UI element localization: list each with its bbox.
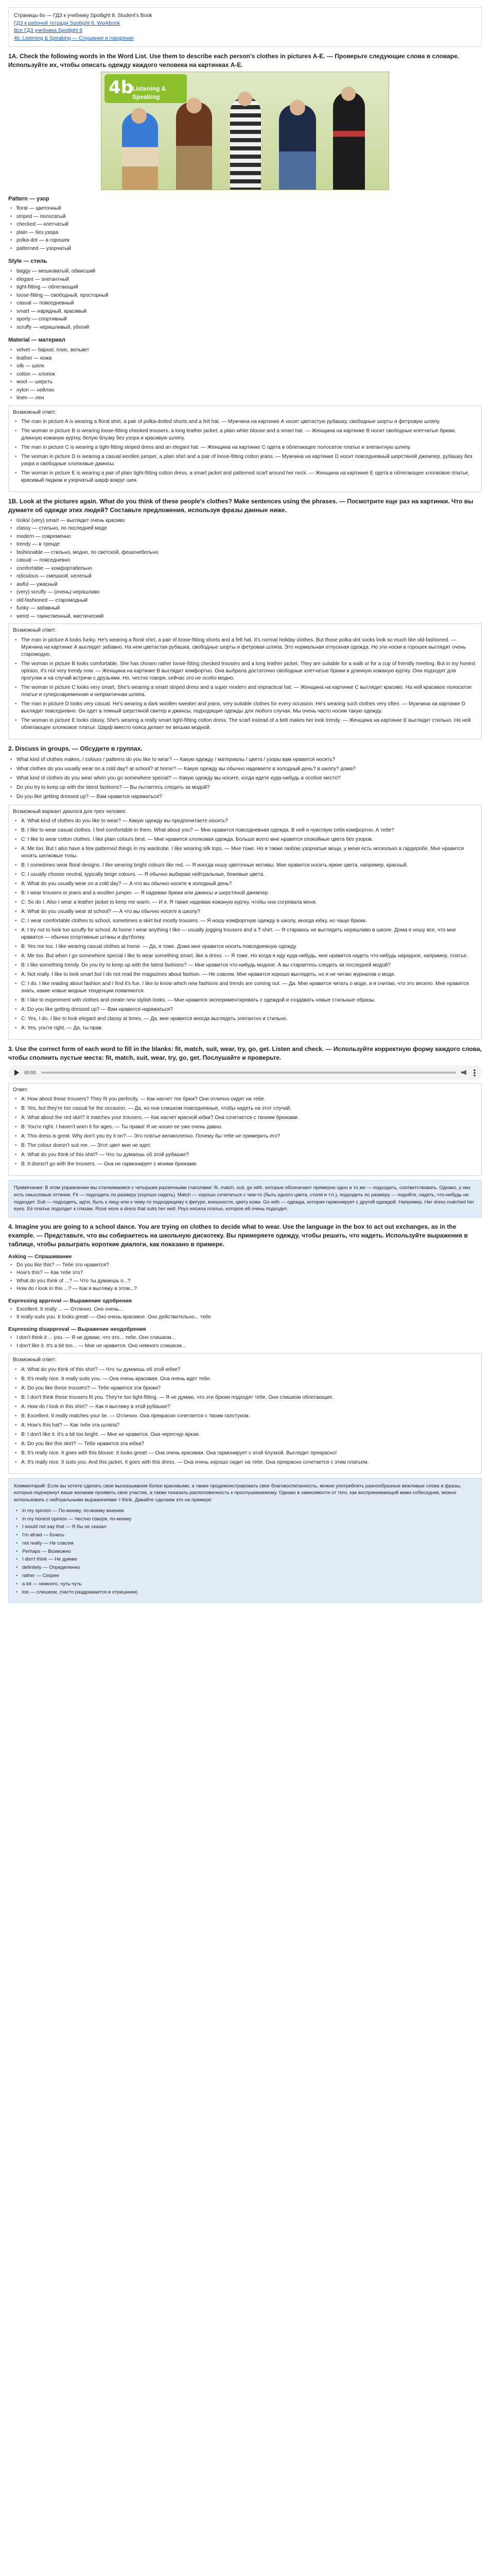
list-item: • (very) scruffy — (очень) неряшливо: [10, 588, 482, 597]
list-item: • What do you think of ...? — Что ты думаешь о...?: [10, 1277, 482, 1285]
list-item: • checked — клетчатый: [10, 221, 482, 229]
asking-heading: Asking — Спрашивание: [8, 1253, 72, 1260]
exercise-2-title: 2. Discuss in groups. — Обсудите в группах.: [8, 744, 143, 752]
list-item: • weird — таинственный, мистический: [10, 613, 482, 621]
exercise-1b-title: 1В. Look at the pictures again. What do you think of these people's clothes? Make sentences using the phrases. — Посмотрите еще раз на картинки. Что вы думаете об одежде этих людей? Составьте предложения, используя фразы данные ниже.: [8, 498, 474, 514]
dialogue-line: • A: How about those trousers? They fit you perfectly. — Как насчет тех брюк? Они отлично сидят на тебе.: [15, 1095, 477, 1104]
clothes-illustration: [101, 72, 389, 190]
list-item: • linen — лен: [10, 394, 482, 402]
list-item: • I don't think it ... you. — Я не думаю, что это... тебе. Оно слишком...: [10, 1334, 482, 1342]
dialogue-line: • A: What do you usually wear on a cold day? — А что вы обычно носите в холодный день?: [15, 879, 477, 889]
list-item: • nylon — нейлон: [10, 386, 482, 395]
list-item: • It really suits you. It looks great! — Оно очень красивое. Оно действительно... тебе: [10, 1313, 482, 1321]
answer-3: [8, 1083, 482, 1176]
list-item: • rather — Скорее: [16, 1572, 476, 1580]
audio-time: 00:00: [24, 1070, 36, 1075]
answer-item: • The man in picture A looks funky. He's wearing a floral shirt, a pair of loose-fitting shorts and a felt hat. It's normal holiday clothes. But those polka-dot socks look so much like old-fashioned. — Мужчина на картинке А выглядит забавно. На нем цветастая рубашка, свободные шорты и фетровая шляпа. Это нормальная отпускная одежда. Но эти носки в горошек выглядят очень старомодно.: [15, 636, 477, 659]
style-heading: Style — стиль: [8, 258, 47, 265]
dialogue-line: • C: I wear comfortable clothes to school, sometimes a skirt but mostly trousers. — Я ношу комфортную одежду в школу, иногда юбку, но чаще брюки.: [15, 917, 477, 926]
list-item: • How do I look in this ...? — Как я выгляжу в этом...?: [10, 1285, 482, 1293]
list-item: • casual — повседневный: [10, 299, 482, 308]
approval-heading: Expressing approval — Выражение одобрения: [8, 1297, 132, 1304]
dialogue-line: • A: Do you like this skirt? — Тебе нравится эта юбка?: [15, 1439, 477, 1449]
material-list: [10, 346, 482, 402]
style-list: [10, 267, 482, 331]
dialogue-line: • B: Yes me too. I like wearing casual clothes at home. — Да, я тоже. Дома мне нравится носить повседневную одежду.: [15, 942, 477, 952]
person-a: [122, 112, 158, 190]
dialogue-line: • B: Excellent. It really matches your tie. — Отлично. Она прекрасно сочетается с твоим галстуком.: [15, 1412, 477, 1421]
dialogue-line: • A: This dress is great. Why don't you try it on? — Это платье великолепно. Почему бы тебе не примерить его?: [15, 1132, 477, 1141]
list-item: • scruffy — неряшливый, убогий: [10, 324, 482, 332]
answer-item: • The woman in picture E is wearing a pair of plain tight-fitting cotton dress, a smart jacket and patterned scarf around her neck. — Женщина на картинке Е одета в облегающее хлопковое платье, красивый пиджак и узорчатый шарф вокруг шеи.: [15, 469, 477, 485]
dialogue-line: • A: Me too. But when I go somewhere special I like to wear something smart, like a dress. — Я тоже. Но когда я иду куда-нибудь, мне нравится надеть что-нибудь нарядное, например, платье.: [15, 952, 477, 961]
list-item: • sporty — спортивный: [10, 315, 482, 324]
list-item: • fashionable — стильно, модно, по светской, фешенебельно: [10, 549, 482, 557]
answer-1a: [8, 405, 482, 493]
dialogue-line: • A: What kind of clothes do you like to wear? — Какую одежду вы предпочитаете носить?: [15, 817, 477, 826]
list-item: • too — слишком, (часто раздражается в отрицании): [16, 1588, 476, 1597]
dialogue-line: • B: I like to experiment with clothes and create new stylish looks. — Мне нравится экспериментировать с одеждой и создавать новые стильные образы.: [15, 996, 477, 1005]
list-item: • awful — ужасный: [10, 581, 482, 589]
list-item: • What clothes do you usually wear on a cold day? at school? at home? — Какую одежду вы обычно надеваете в холодный день? в школу? дома?: [10, 765, 482, 774]
dialogue-line: • C: I like to wear cotton clothes. I like plain colours best. — Мне нравится хлопковая одежда. Больше всего мне нравятся спокойные цвета без узоров.: [15, 835, 477, 844]
answer-item: • The man in picture A is wearing a floral shirt, a pair of polka-dotted shorts and a felt hat. — Мужчина на картинке А носит цветастую рубашку, свободные шорты и фетровую шляпу.: [15, 417, 477, 427]
dialogue-line: • C: Yes, I do. I like to look elegant and classy at times. — Да, мне нравится иногда выглядеть элегантно и стильно.: [15, 1014, 477, 1024]
list-item: • elegant — элегантный: [10, 276, 482, 284]
dialogue-line: • A: What about the red skirt? It matches your trousers. — Как насчет красной юбки? Она сочетается с твоими брюками.: [15, 1113, 477, 1123]
list-item: • modern — современно: [10, 533, 482, 541]
list-item: • Do you try to keep up with the latest fashions? — Вы пытаетесь следить за модой?: [10, 783, 482, 792]
answer-item: • The man in picture C is wearing a tight-fitting striped dress and an elegant hat. — Женщина на картинке С одета в облегающее полосатое платье и элегантную шляпу.: [15, 443, 477, 452]
asking-list: [10, 1261, 482, 1293]
phrases-list: [10, 517, 482, 621]
list-item: • old-fashioned — старомодный: [10, 597, 482, 605]
person-c: [230, 97, 261, 190]
list-item: • in my honest opinion — Честно говоря, по-моему: [16, 1515, 476, 1523]
dialogue-line: • B: I don't think these trousers fit you. They're too tight-fitting. — Я не думаю, что эти брюки подходят тебе. Они слишком облегающие.: [15, 1393, 477, 1402]
list-item: • trendy — в тренде: [10, 540, 482, 549]
dialogue-line: • C: So do I. Also I wear a leather jacket to keep me warm. — И я. Я также надеваю кожаную куртку, чтобы она согревала меня.: [15, 898, 477, 907]
person-b: [176, 102, 212, 190]
list-item: • in my opinion — По-моему, по-моему мнению: [16, 1507, 476, 1515]
dialogue-line: • A: It's really nice. It suits you. And this jacket. It goes with this dress. — Она очень хорошо сидит на тебе. Она прекрасно сочетается с этим платьем.: [15, 1458, 477, 1467]
list-item: • Do you like getting dressed up? — Вам нравится наряжаться?: [10, 792, 482, 802]
answer-item: • The woman in picture B is wearing loose-fitting checked trousers, a long leather jacket, a plain white blouse and a smart hat. — Женщина на картинке В носит свободные клетчатые брюки, длинную кожаную куртку, белую блузку без узора и красивую шляпу.: [15, 427, 477, 443]
dialogue-line: • A: How do I look in this shirt? — Как я выгляжу в этой рубашке?: [15, 1402, 477, 1412]
person-e: [333, 92, 365, 190]
answer-label: Ответ:: [13, 1087, 29, 1093]
list-item: • polka-dot — в горошек: [10, 236, 482, 245]
module-subtitle: Listening & Speaking: [132, 84, 166, 100]
discussion-questions: [10, 755, 482, 802]
list-item: • floral — цветочный: [10, 205, 482, 213]
list-item: • Do you like this? — Тебе это нравится?: [10, 1261, 482, 1269]
more-options-icon[interactable]: [474, 1069, 476, 1076]
dialogue-line: • B: You're right. I haven't worn it for ages. — Ты права! Я не носил ее уже очень давно.: [15, 1123, 477, 1132]
note-text: Комментарий: Если вы хотите сделать свои высказывания более красивыми, а также продемонстрировать свое благовоспитанность, можно употреблять разнообразные вежливые слова и фразы, которые подчеркнут ваше желание проявить свое участие, а также показать расположенность к прослушиваемому. Однако в зависимости от того, как воспринимающий вами собеседник, можно использовать с нейтральными выражениями: I think. Давайте сделаем это на примере:: [14, 1483, 462, 1503]
dialogue-line: • B: I wear trousers or jeans and a woollen jumper. — Я надеваю брюки или джинсы и шерстяной джемпер.: [15, 889, 477, 898]
module-number: 4b: [109, 77, 133, 98]
dialogue-line: • A: I try not to look too scruffy for school. At home I wear anything I like — usually jogging trousers and a T-shirt. — Я стараюсь не выглядеть неряшливо в школе. Дома я ношу все, что мне нравится — обычно спортивные штаны и футболку.: [15, 926, 477, 942]
exercise-3-title: 3. Use the correct form of each word to fill in the blanks: fit, match, suit, wear, try, go, get. Listen and check. — Используйте корректную форму каждого слова, чтобы сполнить пустые места: fit, match, suit, wear, try, go, get. Послушайте и проверьте.: [8, 1045, 482, 1061]
dialogue-line: • B: I like something trendy. Do you try to keep up with the latest fashions? — Мне нравится что-нибудь модное. А вы стараетесь следить за последней модой?: [15, 961, 477, 970]
dialogue-line: • A: What do you think of this shirt? — Что ты думаешь об этой юбке?: [15, 1365, 477, 1375]
approval-list: [10, 1306, 482, 1321]
answer-item: • The man in picture D looks very casual. He's wearing a dark woollen sweater and jeans, very suitable clothes for every occasion. He's wearing such clothes very often. — Мужчина на картинке D выглядит повседневно. Он одет в темный шерстяной свитер и джинсы, подходящие одежды для любого случая. Мы очень часто носим такую одежду.: [15, 700, 477, 716]
answer-item: • The woman in picture E looks classy. She's wearing a really smart tight-fitting cotton dress. The scarf instead of a belt makes her look trendy. — Женщина на картинке Е выглядит стильно. На ней облегающее хлопковое платье. Шарф вместо пояса делает ее весьма модной.: [15, 716, 477, 733]
list-item: • patterned — узорчатый: [10, 245, 482, 253]
list-item: • classy — стильно, по последней моде: [10, 524, 482, 533]
list-item: • striped — полосатый: [10, 213, 482, 221]
breadcrumb-nav: [8, 7, 482, 47]
disapproval-heading: Expressing disapproval — Выражение неодобрения: [8, 1326, 146, 1332]
dialogue-line: • A: Yes, you're right. — Да, ты прав.: [15, 1024, 477, 1033]
all-gdz-link[interactable]: Все ГДЗ учебника Spotlight 8: [14, 28, 83, 33]
list-item: • I'm afraid — Боюсь: [16, 1531, 476, 1539]
dialogue-line: • A: Not really. I like to look smart but I do not read the magazines about fashion. — Не совсем. Мне нравится хорошо выглядеть, но я не читаю журналов о моде.: [15, 970, 477, 979]
note-verbs: Примечание: В этом упражнении мы сталкиваемся с четырьмя различными глаголами: fit, match, suit, go with, которые обозначают примерно одно и то же — подходить, соответствовать. Однако, у них есть смысловые оттенки. Fit — подходить по размеру (хорошо сидеть). Match — хорошо сочетаться с чем-то (быть одного цвета, стиля и т.п.), подходить по размеру — подойти, сидеть, что-нибудь не подходит. Suit — подходить, идти, быть к лицу или к чему-то подходящему к фигуре, внешности, цвету кожи. Go with — одежда, которая гармонирует с другой одеждой. Например, Her dress matched her eyes. Её платье подходит к глазам. Rose wore a dress that suits her well. Роуз носила платье, которое ей очень подходит.: [8, 1180, 482, 1217]
volume-icon[interactable]: [461, 1070, 468, 1075]
list-item: • Excellent. It really ... — Отлично. Оно очень...: [10, 1306, 482, 1314]
dialogue-line: • C: I do. I like reading about fashion and I find it's fun. I like to know which new fashions and trends are coming out. — Да. Мне нравится читать о моде, и я считаю, что это весело. Мне нравится знать, какие новые модные тенденции появляются.: [15, 979, 477, 996]
dialogue-line: • A: What do you usually wear at school? — А что вы обычно носите в школу?: [15, 907, 477, 917]
list-item: • velvet — бархат, плис, вельвет: [10, 346, 482, 354]
workbook-link[interactable]: ГДЗ к рабочей тетради Spotlight 8. Workbook: [14, 20, 120, 26]
polite-phrases-list: [16, 1507, 476, 1596]
answer-label: Возможный ответ:: [13, 1357, 57, 1363]
dialogue-line: • A: Me too. But I also have a few patterned things in my wardrobe. I like wearing silk tops. — Мне тоже. Но я также люблю узорчатые вещи, у меня есть несколько в гардеробе. Мне нравится носить шелковые топы.: [15, 844, 477, 861]
person-e-head: [341, 87, 356, 101]
list-item: • loose-fitting — свободный, просторный: [10, 292, 482, 300]
note-polite-phrases: [8, 1478, 482, 1603]
answer-item: • The woman in picture B looks comfortable. She has chosen rather loose-fitting checked trousers and a long leather jacket. They are suitable for a walk or for a cup of friendly meeting. But in my honest opinion, it's not very trendy now. — Женщина на картинке В выглядит комфортно. Она выбрала достаточно свободные клетчатые брюки и длинную кожаную куртку. Они подходят для прогулки и на случай встречи с друзьями. Но, честно говоря, сейчас это не особо модно.: [15, 659, 477, 683]
list-item: • What kind of clothes do you wear when you go somewhere special? — Какую одежду вы носите, когда идете куда-нибудь в особое место?: [10, 774, 482, 783]
answer-label: Возможный ответ:: [13, 628, 57, 634]
list-item: • leather — кожа: [10, 354, 482, 363]
dialogue-line: • A: Do you like getting dressed up? — Вам нравится наряжаться?: [15, 1005, 477, 1014]
dialogue-line: • A: What do you think of this shirt? — Что ты думаешь об этой рубашке?: [15, 1150, 477, 1160]
person-b-head: [186, 98, 202, 113]
lesson-link[interactable]: 4b. Listening & Speaking — Слушание и говорение: [14, 35, 134, 41]
list-item: • a bit — немного, чуть-чуть: [16, 1580, 476, 1588]
list-item: • casual — повседневно: [10, 556, 482, 565]
person-c-head: [238, 92, 252, 106]
disapproval-list: [10, 1334, 482, 1350]
list-item: • ridiculous — смешной, нелепый: [10, 572, 482, 581]
list-item: • How's this? — Как тебе это?: [10, 1269, 482, 1277]
nav-line-1: Страницы 6о — ГДЗ к учебнику Spotlight 8. Student's Book: [14, 13, 152, 19]
list-item: • not really — Не совсем: [16, 1539, 476, 1548]
person-d-head: [290, 100, 305, 115]
dialogue-line: • C: I usually choose neutral, typically beige colours. — Я обычно выбираю нейтральные, бежевые цвета.: [15, 870, 477, 879]
list-item: • smart — нарядный, красивый: [10, 308, 482, 316]
dialogue-line: • B: It doesn't go with the trousers. — Она не гармонирует с моими брюками.: [15, 1160, 477, 1169]
dialogue-line: • B: I sometimes wear floral designs. I like wearing bright colours like red. — Я иногда ношу цветочные мотивы. Мне нравится носить яркие цвета, например, красный.: [15, 861, 477, 870]
list-item: • cotton — хлопок: [10, 370, 482, 379]
answer-1b: [8, 623, 482, 739]
dialogue-line: • B: I don't like it. It's a bit too bright. — Мне не нравится. Она чересчур яркая.: [15, 1430, 477, 1439]
list-item: • funky — забавный: [10, 604, 482, 613]
list-item: • baggy — мешковатый, обвисший: [10, 267, 482, 276]
audio-progress-bar[interactable]: [41, 1072, 456, 1074]
answer-4: [8, 1353, 482, 1474]
list-item: • wool — шерсть: [10, 378, 482, 386]
dialogue-line: • B: It's really nice. It goes with this blouse. It looks great! — Она очень красивая. Она гармонирует с этой блузкой. Выглядит прекрасно!: [15, 1449, 477, 1458]
dialogue-line: • B: It's really nice. It really suits you. — Она очень красивая. Она очень идет тебе.: [15, 1375, 477, 1384]
person-a-head: [131, 108, 147, 124]
play-icon[interactable]: [14, 1070, 19, 1076]
list-item: • plain — без узора: [10, 229, 482, 237]
list-item: • tight-fitting — облегающий: [10, 283, 482, 292]
exercise-1a-title: 1А. Check the following words in the Word List. Use them to describe each person's clothes in pictures A-E. — Проверьте следующие слова в словаре. Используйте их, чтобы описать одежду каждого человека на картинках А-Е.: [8, 53, 460, 69]
person-d: [279, 105, 316, 190]
list-item: • What kind of clothes makes, / colours / patterns do you like to wear? — Какую одежду / материалы / цвета / узоры вам нравится носить?: [10, 755, 482, 765]
list-item: • looks/ (very) smart — выглядит очень красиво: [10, 517, 482, 525]
dialogue-line: • A: Do you like these trousers? — Тебе нравятся эти брюки?: [15, 1384, 477, 1393]
list-item: • I don't think — Не думаю: [16, 1555, 476, 1564]
answer-label: Возможный вариант диалога для трех человек:: [13, 808, 127, 815]
pattern-heading: Pattern — узор: [8, 195, 49, 202]
dialogue-line: • A: How's this hat? — Как тебе эта шляпа?: [15, 1421, 477, 1430]
audio-player: [8, 1065, 482, 1080]
list-item: • comfortable — комфортабельно: [10, 565, 482, 573]
answer-2: [8, 805, 482, 1040]
material-heading: Material — материал: [8, 337, 65, 344]
exercise-4-title: 4. Imagine you are going to a school dance. You are trying on clothes to decide what to wear. Use the language in the box to act out exchanges, as in the example. — Представьте, что вы собираетесь на школьную дискотеку. Вы примеряете одежду, чтобы решить, что надеть. Используйте выражения в таблице, чтобы разыграть короткие диалоги, как показано в примере.: [8, 1223, 468, 1248]
list-item: • Perhaps — Возможно: [16, 1548, 476, 1556]
list-item: • silk — шелк: [10, 362, 482, 370]
list-item: • definitely — Определенно: [16, 1564, 476, 1572]
list-item: • I would not say that — Я бы не сказал: [16, 1523, 476, 1531]
dialogue-line: • B: I like to wear casual clothes. I feel comfortable in them. What about you? — Мне нравится повседневная одежда. В ней я чувствую себя комфортно. А тебе?: [15, 826, 477, 835]
module-logo: [104, 74, 187, 103]
pattern-list: [10, 205, 482, 252]
answer-item: • The woman in picture C looks very smart. She's wearing a smart striped dress and a super modern and impractical hat. — Женщина на картинке С выглядит красиво. На ней красивое полосатое платье и суперсовременная и непрактичная шляпа.: [15, 683, 477, 700]
answer-item: • The woman in picture D is wearing a casual woollen jumper, a plain shirt and a pair of loose-fitting cotton jeans. — Мужчина на картинке D носит повседневный шерстяной джемпер, рубашку без узора и свободные хлопковые джинсы.: [15, 452, 477, 469]
dialogue-line: • B: The colour doesn't suit me. — Этот цвет мне не идет.: [15, 1141, 477, 1150]
answer-label: Возможный ответ:: [13, 409, 57, 415]
list-item: • I don't like it. It's a bit too... — Мне не нравится. Оно немного слишком...: [10, 1342, 482, 1350]
dialogue-line: • B: Yes, but they're too casual for the occasion. — Да, но они слишком повседневные, чтобы надеть на этот случай.: [15, 1104, 477, 1113]
